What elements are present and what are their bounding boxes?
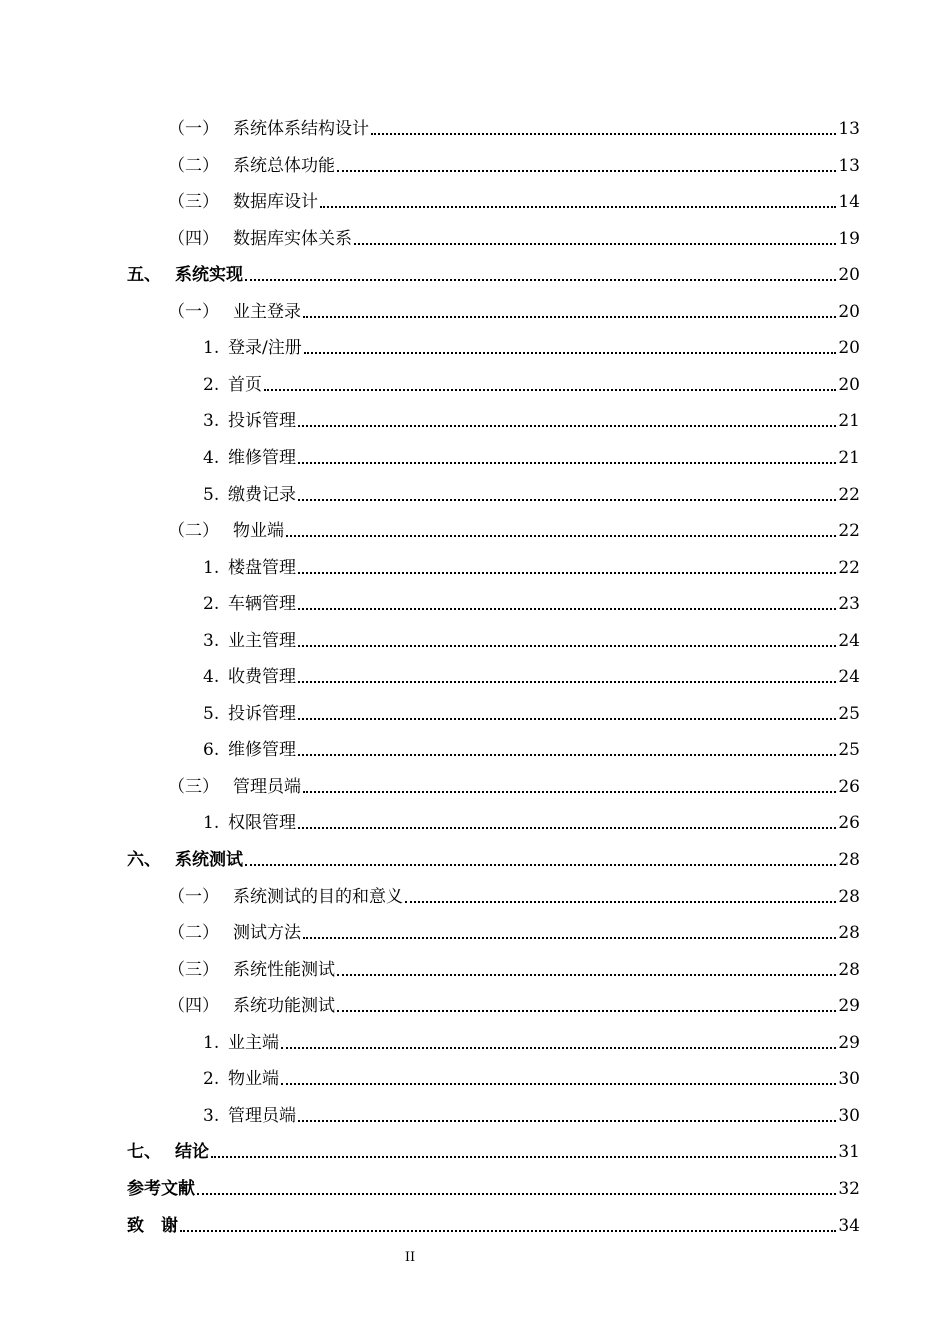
toc-entry-number: （三） — [168, 959, 219, 980]
dot-leader — [298, 608, 836, 610]
toc-entry-page: 31 — [838, 1142, 860, 1163]
toc-entry[interactable] — [127, 1210, 860, 1236]
toc-entry-title: 管理员端 — [233, 776, 301, 797]
dot-leader — [180, 1230, 836, 1232]
toc-entry-page: 28 — [838, 886, 860, 907]
toc-entry[interactable] — [203, 734, 860, 760]
dot-leader — [245, 864, 836, 866]
toc-entry-page: 19 — [838, 228, 860, 249]
toc-entry-title: 维修管理 — [228, 447, 296, 468]
toc-entry-title: 物业端 — [228, 1069, 279, 1090]
toc-entry[interactable] — [127, 259, 860, 285]
toc-entry-page: 23 — [838, 594, 860, 615]
dot-leader — [298, 645, 836, 647]
toc-entry[interactable] — [203, 1100, 860, 1126]
dot-leader — [303, 316, 836, 318]
toc-entry-page: 22 — [838, 557, 860, 578]
toc-entry[interactable] — [168, 771, 860, 797]
toc-entry[interactable] — [127, 1136, 860, 1162]
toc-entry-number: 2. — [203, 594, 220, 615]
toc-entry-title: 楼盘管理 — [228, 557, 296, 578]
dot-leader — [197, 1193, 836, 1195]
toc-entry[interactable] — [203, 479, 860, 505]
dot-leader — [245, 279, 836, 281]
toc-entry-title: 系统总体功能 — [233, 155, 335, 176]
toc-entry[interactable] — [127, 1173, 860, 1199]
toc-entry-page: 26 — [838, 813, 860, 834]
dot-leader — [264, 389, 836, 391]
toc-entry-title: 首页 — [228, 374, 262, 395]
toc-entry-page: 28 — [838, 959, 860, 980]
dot-leader — [298, 425, 836, 427]
toc-entry-title: 测试方法 — [233, 923, 301, 944]
toc-entry[interactable] — [203, 807, 860, 833]
toc-entry-page: 28 — [838, 923, 860, 944]
toc-entry-page: 13 — [838, 155, 860, 176]
toc-entry-page: 14 — [838, 192, 860, 213]
toc-entry-title: 投诉管理 — [228, 411, 296, 432]
toc-entry-number: 2. — [203, 374, 220, 395]
dot-leader — [298, 572, 836, 574]
toc-entry[interactable] — [203, 405, 860, 431]
toc-entry[interactable] — [168, 990, 860, 1016]
toc-entry-title: 车辆管理 — [228, 594, 296, 615]
toc-entry-page: 32 — [838, 1178, 860, 1199]
toc-entry-number: （四） — [168, 228, 219, 249]
toc-entry-title: 数据库设计 — [233, 192, 318, 213]
toc-entry-number: 1. — [203, 1032, 220, 1053]
toc-entry-number: 3. — [203, 411, 220, 432]
toc-entry-title: 业主端 — [228, 1032, 279, 1053]
dot-leader — [320, 206, 836, 208]
toc-entry-title: 系统功能测试 — [233, 996, 335, 1017]
toc-entry[interactable] — [203, 1063, 860, 1089]
toc-entry-page: 20 — [838, 338, 860, 359]
toc-entry-title: 系统体系结构设计 — [233, 119, 369, 139]
toc-entry-number: 3. — [203, 630, 220, 651]
toc-entry[interactable] — [168, 296, 860, 322]
toc-entry-number: 3. — [203, 1105, 220, 1126]
toc-entry-title: 管理员端 — [228, 1105, 296, 1126]
toc-entry-number: （二） — [168, 923, 219, 944]
toc-entry-title: 权限管理 — [228, 813, 296, 834]
toc-entry[interactable] — [168, 881, 860, 907]
toc-entry-page: 29 — [838, 996, 860, 1017]
toc-entry[interactable] — [168, 223, 860, 249]
toc-entry-number: （三） — [168, 192, 219, 213]
toc-entry[interactable] — [203, 698, 860, 724]
dot-leader — [303, 791, 836, 793]
toc-entry-page: 25 — [838, 740, 860, 761]
dot-leader — [281, 1047, 836, 1049]
toc-entry-number: （一） — [168, 119, 219, 139]
toc-entry-page: 24 — [838, 630, 860, 651]
toc-entry-title: 业主登录 — [233, 301, 301, 322]
toc-entry[interactable] — [203, 1027, 860, 1053]
dot-leader — [298, 1120, 836, 1122]
toc-entry-page: 22 — [838, 484, 860, 505]
toc-entry-page: 21 — [838, 447, 860, 468]
toc-entry[interactable] — [168, 186, 860, 212]
toc-entry-number: 七、 — [127, 1142, 161, 1163]
dot-leader — [298, 827, 836, 829]
toc-entry-title: 系统测试 — [175, 850, 243, 870]
toc-entry-page: 21 — [838, 411, 860, 432]
dot-leader — [337, 170, 836, 172]
dot-leader — [298, 462, 836, 464]
toc-entry[interactable] — [168, 954, 860, 980]
toc-entry-title: 业主管理 — [228, 630, 296, 651]
dot-leader — [354, 243, 836, 245]
toc-entry-number: 5. — [203, 703, 220, 724]
toc-entry-title: 维修管理 — [228, 740, 296, 761]
toc-entry-title: 物业端 — [233, 521, 284, 542]
toc-entry-page: 29 — [838, 1032, 860, 1053]
toc-entry-title: 投诉管理 — [228, 703, 296, 724]
toc-entry-page: 30 — [838, 1105, 860, 1126]
toc-entry-title: 结论 — [175, 1142, 209, 1163]
toc-entry-number: 五、 — [127, 265, 161, 286]
toc-entry-page: 22 — [838, 521, 860, 542]
toc-entry-number: （二） — [168, 521, 219, 542]
toc-entry-page: 34 — [838, 1215, 860, 1236]
dot-leader — [371, 133, 836, 135]
toc-entry-number: 1. — [203, 338, 220, 359]
toc-entry[interactable] — [203, 552, 860, 578]
toc-entry-title: 登录/注册 — [228, 338, 302, 359]
dot-leader — [337, 1010, 836, 1012]
toc-entry-page: 13 — [838, 119, 860, 139]
toc-entry-number: 六、 — [127, 850, 161, 870]
toc-entry[interactable] — [168, 917, 860, 943]
toc-entry-title: 缴费记录 — [228, 484, 296, 505]
toc-entry-number: 4. — [203, 667, 220, 688]
toc-entry[interactable] — [203, 332, 860, 358]
dot-leader — [281, 1083, 836, 1085]
dot-leader — [298, 718, 836, 720]
toc-entry-number: （一） — [168, 886, 219, 907]
toc-entry-number: （二） — [168, 155, 219, 176]
toc-entry[interactable] — [203, 588, 860, 614]
toc-entry[interactable] — [203, 661, 860, 687]
toc-entry[interactable] — [168, 113, 860, 139]
toc-entry-number: 1. — [203, 813, 220, 834]
toc-entry[interactable] — [203, 625, 860, 651]
toc-entry-title: 系统实现 — [175, 265, 243, 286]
toc-entry-number: 2. — [203, 1069, 220, 1090]
dot-leader — [337, 974, 836, 976]
toc-entry-title: 参考文献 — [127, 1178, 195, 1199]
toc-entry[interactable] — [127, 844, 860, 870]
dot-leader — [211, 1156, 836, 1158]
toc-entry-number: （一） — [168, 301, 219, 322]
toc-entry-page: 28 — [838, 850, 860, 870]
toc-entry[interactable] — [203, 442, 860, 468]
dot-leader — [298, 681, 836, 683]
dot-leader — [405, 901, 836, 903]
toc-entry-title: 数据库实体关系 — [233, 228, 352, 249]
toc-entry-number: （三） — [168, 776, 219, 797]
dot-leader — [304, 352, 836, 354]
toc-entry-number: 6. — [203, 740, 220, 761]
toc-entry-page: 20 — [838, 374, 860, 395]
toc-entry[interactable] — [168, 150, 860, 176]
toc-entry-page: 30 — [838, 1069, 860, 1090]
dot-leader — [298, 754, 836, 756]
toc-entry-page: 20 — [838, 265, 860, 286]
toc-entry-number: 1. — [203, 557, 220, 578]
toc-entry-title: 收费管理 — [228, 667, 296, 688]
dot-leader — [286, 535, 836, 537]
toc-entry-page: 24 — [838, 667, 860, 688]
dot-leader — [298, 499, 836, 501]
toc-entry-page: 20 — [838, 301, 860, 322]
toc-entry[interactable] — [203, 369, 860, 395]
toc-entry[interactable] — [168, 515, 860, 541]
dot-leader — [303, 937, 836, 939]
toc-entry-title: 系统测试的目的和意义 — [233, 886, 403, 907]
toc-entry-number: 4. — [203, 447, 220, 468]
toc-entry-number: 5. — [203, 484, 220, 505]
toc-entry-title: 系统性能测试 — [233, 959, 335, 980]
toc-entry-page: 26 — [838, 776, 860, 797]
toc-entry-page: 25 — [838, 703, 860, 724]
toc-entry-title: 致 谢 — [127, 1215, 178, 1236]
toc-entry-number: （四） — [168, 996, 219, 1017]
page-number-footer: II — [404, 1250, 416, 1265]
